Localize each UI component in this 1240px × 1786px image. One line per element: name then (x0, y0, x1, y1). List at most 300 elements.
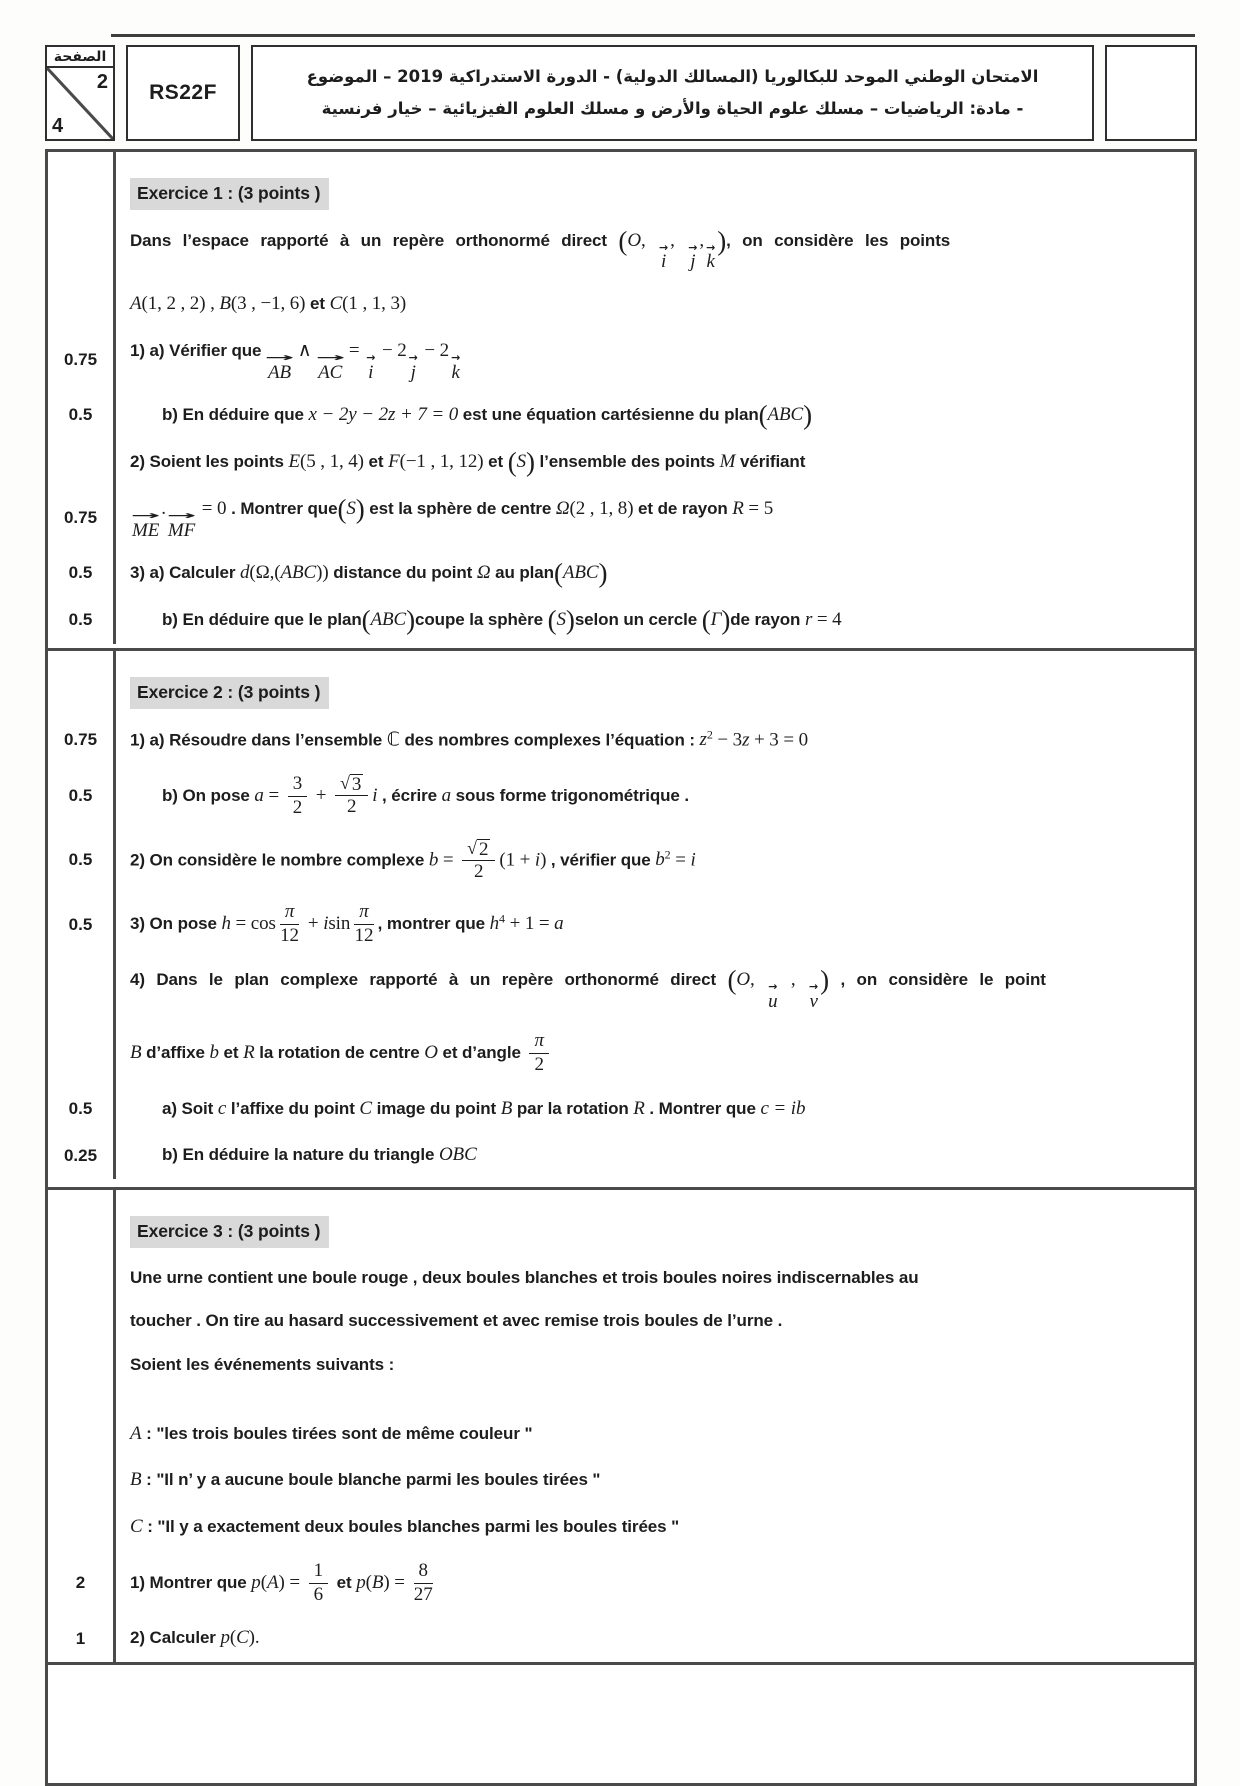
label-text: la rotation de centre (254, 1042, 425, 1062)
vector-base: MF (167, 519, 196, 541)
math-italic: C (359, 1097, 372, 1119)
denominator (314, 1584, 323, 1606)
exercise-line-row (48, 328, 1194, 392)
math-italic: S (516, 450, 526, 472)
exercise-section-3 (48, 1190, 1194, 1665)
points-mark (48, 764, 116, 829)
label-text: Soient les événements suivants : (130, 1355, 395, 1375)
math-upright: 2 (292, 796, 303, 818)
vector-base: k (706, 251, 715, 273)
exercise-line-row (48, 1343, 1194, 1387)
power-exponent: 2 (706, 727, 713, 742)
line-content (116, 1343, 1194, 1387)
line-content (116, 550, 1194, 597)
vector-arrow-icon: → (264, 350, 295, 364)
math-upright: (1 + (499, 848, 535, 870)
big-paren: ( (727, 965, 737, 996)
exercise-line-row (48, 1504, 1194, 1551)
line-content (116, 1387, 1194, 1458)
math-upright: ) (540, 848, 547, 870)
math-upright: , (779, 969, 808, 991)
points-mark (48, 1504, 116, 1551)
vector-notation (315, 350, 345, 383)
label-text: sous forme trigonométrique . (451, 785, 690, 805)
label-text: l’ensemble des points (534, 451, 720, 471)
math-upright: 2 (346, 796, 357, 818)
math-italic: c = ib (760, 1097, 806, 1119)
points-mark (48, 1387, 116, 1458)
math-upright: 1 (313, 1559, 324, 1581)
math-upright: + 1 = (504, 913, 555, 935)
big-paren: ) (803, 399, 813, 430)
math-upright: = (263, 784, 284, 806)
big-paren: ( (701, 604, 711, 635)
math-italic: B (130, 1469, 142, 1491)
exam-code: RS22F (149, 81, 217, 104)
math-upright: + (311, 784, 332, 806)
radicand: 2 (478, 838, 489, 860)
fraction (354, 902, 373, 947)
label-text: et de rayon (633, 498, 733, 518)
label-text: . Montrer que (644, 1098, 761, 1118)
math-italic: Ω (555, 497, 570, 519)
math-italic: A (266, 1571, 279, 1593)
numerator (335, 774, 368, 796)
points-mark (48, 892, 116, 957)
math-upright: 6 (313, 1583, 324, 1605)
math-italic: b (209, 1041, 219, 1063)
line-content (116, 892, 1194, 957)
math-italic: π (284, 901, 295, 923)
big-paren: ( (337, 493, 347, 524)
label-text: et (218, 1042, 244, 1062)
vector-base: j (690, 251, 696, 273)
vector-arrow-icon: → (366, 350, 376, 364)
label-text: , vérifier que (546, 849, 656, 869)
big-paren: ( (758, 399, 768, 430)
math-upright: ( (229, 1627, 237, 1649)
exercise-line-row (48, 1256, 1194, 1300)
label-text: , on considère le point (829, 970, 1046, 990)
big-paren: ) (526, 446, 535, 477)
big-paren: ( (361, 604, 371, 635)
math-upright: = 4 (812, 608, 842, 630)
denominator (280, 925, 299, 947)
exercise-line-row (48, 1615, 1194, 1662)
points-value: 0.25 (63, 1145, 98, 1165)
label-text: , on considère les points (726, 230, 951, 250)
math-italic: a (441, 784, 452, 806)
line-content (116, 1457, 1194, 1504)
math-upright: (−1 , 1, 12) (399, 450, 484, 472)
exercise-line-row (48, 1132, 1194, 1179)
exam-header (45, 45, 1197, 141)
vector-notation (408, 350, 418, 383)
label-text: b) En déduire que le plan (162, 609, 362, 629)
math-upright: + (303, 913, 324, 935)
vector-notation (768, 982, 777, 1011)
label-text: et (483, 451, 508, 471)
math-italic: B (500, 1097, 513, 1119)
math-italic: C (329, 293, 343, 315)
math-italic: c (217, 1097, 227, 1119)
math-italic: ABC (767, 403, 804, 425)
label-text: coupe la sphère (415, 609, 548, 629)
exercise-line-row (48, 829, 1194, 893)
label-text: . Montrer que (226, 498, 338, 518)
math-upright: ∧ (293, 339, 317, 361)
big-paren: ( (507, 446, 517, 477)
math-italic: A (130, 1422, 142, 1444)
math-upright: − 3 (712, 729, 743, 751)
math-italic: r (804, 608, 813, 630)
math-italic: i (372, 784, 378, 806)
line-content (116, 439, 1194, 486)
power-expression (699, 727, 713, 751)
label-text: Une urne contient une boule rouge , deux boules blanches et trois boules noires indiscernables au (130, 1267, 919, 1287)
square-root (467, 839, 490, 859)
line-content (116, 764, 1194, 829)
label-text: et (363, 451, 389, 471)
exercises-container (48, 152, 1194, 1665)
label-text: b) On pose (162, 785, 255, 805)
big-paren: ) (717, 225, 727, 256)
exercise-title-row (48, 651, 1194, 717)
math-italic: A (130, 293, 142, 315)
exercise-section-2 (48, 651, 1194, 1190)
math-upright: 3 (292, 772, 303, 794)
exercise-title: Exercice 3 : (3 points ) (130, 1216, 329, 1248)
math-italic: d (240, 561, 250, 583)
radical-icon: √ (340, 773, 350, 794)
label-text: 2) Soient les points (130, 451, 289, 471)
points-mark (48, 218, 116, 282)
label-text: : "Il y a exactement deux boules blanches parmi les boules tirées " (142, 1517, 680, 1537)
denominator (355, 925, 374, 947)
math-italic: h (221, 913, 231, 935)
label-text: b) En déduire la nature du triangle (162, 1145, 439, 1165)
points-value: 0.5 (68, 1099, 93, 1119)
math-italic: i (534, 848, 541, 870)
points-value: 0.75 (63, 730, 98, 750)
points-mark (48, 1299, 116, 1343)
exercise-line-row (48, 486, 1194, 550)
label-text: Dans l’espace rapporté à un repère orthonormé direct (130, 230, 619, 250)
vector-notation (166, 508, 197, 541)
big-paren: ) (721, 604, 731, 635)
math-italic: S (556, 608, 566, 630)
math-italic: S (346, 497, 356, 519)
points-value: 0.75 (63, 349, 98, 369)
vector-base: i (661, 251, 667, 273)
math-upright: ). (248, 1627, 260, 1649)
points-mark (48, 328, 116, 392)
math-italic: O (627, 229, 641, 251)
line-content (116, 486, 1194, 550)
power-base: b (655, 848, 665, 870)
math-upright: (5 , 1, 4) (300, 450, 364, 472)
power-exponent: 4 (499, 911, 505, 926)
vector-arrow-icon: → (706, 240, 716, 254)
label-text: : "les trois boules tirées sont de même couleur " (141, 1423, 533, 1443)
math-italic: i (323, 913, 329, 935)
line-content (116, 392, 1194, 439)
exercise-line-row (48, 1387, 1194, 1458)
math-italic: ABC (280, 561, 317, 583)
line-content (116, 1615, 1194, 1662)
math-upright: , (670, 229, 687, 251)
points-mark (48, 1132, 116, 1179)
points-value: 0.5 (68, 850, 93, 870)
line-content (116, 152, 1194, 218)
power-expression (489, 911, 505, 935)
square-root (340, 774, 363, 794)
radical-icon: √ (467, 837, 477, 858)
label-text: au plan (490, 562, 554, 582)
math-italic: π (359, 901, 369, 923)
power-base: h (489, 913, 500, 935)
math-italic: z (742, 729, 750, 751)
vector-arrow-icon: → (768, 980, 778, 994)
vector-notation (366, 350, 376, 383)
exercise-title: Exercice 2 : (3 points ) (130, 677, 329, 709)
vector-notation (809, 982, 818, 1011)
line-content (116, 1132, 1194, 1179)
label-text: 3) On pose (130, 914, 222, 934)
math-italic: OBC (438, 1144, 477, 1166)
points-mark (48, 829, 116, 893)
label-text: a) Soit (162, 1098, 218, 1118)
label-text: d’affixe (141, 1042, 210, 1062)
exam-content-frame (45, 149, 1197, 1786)
exercise-title: Exercice 1 : (3 points ) (130, 178, 329, 210)
denominator (534, 1054, 543, 1076)
math-upright: , (749, 969, 767, 991)
denominator (347, 796, 356, 818)
vector-arrow-icon: → (451, 350, 461, 364)
page-label: الصفحة (47, 47, 113, 68)
power-expression (655, 847, 671, 870)
vector-base: AC (318, 361, 343, 383)
line-content (116, 1504, 1194, 1551)
big-paren: ) (820, 965, 830, 996)
math-upright: ( (260, 1571, 267, 1593)
math-upright: ℂ (386, 729, 400, 751)
points-mark (48, 439, 116, 486)
points-value: 0.5 (68, 786, 93, 806)
math-upright: 27 (413, 1583, 433, 1605)
exercise-line-row (48, 892, 1194, 957)
line-content (116, 1086, 1194, 1133)
big-paren: ) (406, 604, 416, 635)
math-italic: B (371, 1571, 384, 1593)
math-upright: 8 (418, 1559, 428, 1581)
exercise-section-1 (48, 152, 1194, 651)
math-upright: , (205, 293, 220, 315)
total-pages-number: 4 (52, 115, 64, 137)
math-upright: 12 (354, 925, 374, 947)
points-value: 1 (75, 1628, 86, 1648)
points-value: 0.5 (68, 563, 93, 583)
points-mark (48, 486, 116, 550)
math-upright: 2 (534, 1053, 544, 1075)
points-value: 2 (75, 1573, 86, 1593)
page-fraction-area (47, 68, 113, 139)
label-text: 2) On considère le nombre complexe (130, 849, 429, 869)
points-mark (48, 717, 116, 764)
big-paren: ) (598, 557, 608, 588)
label-text: distance du point (328, 562, 477, 582)
numerator (414, 1561, 433, 1584)
math-italic: p (251, 1571, 261, 1593)
exercise-line-row (48, 439, 1194, 486)
radicand: 3 (351, 774, 362, 796)
vector-arrow-icon: → (659, 240, 669, 254)
math-italic: F (388, 450, 400, 472)
exercise-line-row (48, 392, 1194, 439)
power-base: z (699, 729, 707, 751)
line-content (116, 597, 1194, 644)
points-mark (48, 1615, 116, 1662)
numerator (280, 902, 299, 925)
math-italic: ABC (562, 561, 599, 583)
math-italic: p (220, 1627, 230, 1649)
math-upright: = 5 (743, 497, 774, 519)
math-upright: (Ω,( (249, 561, 281, 583)
label-text: et d’angle (437, 1042, 526, 1062)
math-upright: (1, 2 , 2) (141, 293, 206, 315)
exercise-line-row (48, 717, 1194, 764)
math-italic: C (236, 1627, 249, 1649)
math-upright: . (161, 497, 166, 519)
points-mark (48, 281, 116, 328)
numerator (529, 1031, 548, 1054)
vector-notation (688, 240, 698, 273)
exam-subject-arabic: - مادة: الرياضيات – مسلك علوم الحياة والأرض و مسلك العلوم الفيزيائية – خيار فرنسية (321, 99, 1024, 118)
points-mark (48, 550, 116, 597)
vector-base: i (368, 361, 374, 383)
math-upright: 2 (474, 860, 484, 882)
math-italic: C (130, 1516, 143, 1538)
line-content (116, 328, 1194, 392)
math-upright: = (438, 848, 459, 870)
vector-notation (131, 508, 161, 541)
big-paren: ) (355, 493, 365, 524)
label-text: toucher . On tire au hasard successivement et avec remise trois boules de l’urne . (130, 1311, 783, 1331)
fraction (309, 1561, 328, 1606)
points-mark (48, 1457, 116, 1504)
label-text: par la rotation (512, 1098, 634, 1118)
math-italic: O (736, 969, 750, 991)
exercise-line-row (48, 1551, 1194, 1616)
points-value: 0.5 (68, 405, 93, 425)
vector-arrow-icon: → (688, 240, 698, 254)
big-paren: ( (553, 557, 563, 588)
math-upright: = 0 (197, 497, 227, 519)
denominator (474, 861, 483, 883)
vector-notation (659, 240, 669, 273)
label-text: et (305, 294, 330, 314)
label-text: de rayon (730, 609, 805, 629)
label-text: , écrire (377, 785, 442, 805)
exercise-line-row (48, 764, 1194, 829)
math-upright: − 2 (377, 339, 407, 361)
vector-arrow-icon: → (166, 508, 197, 522)
exam-code-box (126, 45, 240, 141)
label-text: est la sphère de centre (364, 498, 556, 518)
stamp-box (1105, 45, 1197, 141)
math-upright: , (640, 229, 658, 251)
math-italic: B (130, 1041, 142, 1063)
line-content (116, 1299, 1194, 1343)
fraction (529, 1031, 548, 1076)
math-italic: p (356, 1571, 366, 1593)
line-content (116, 829, 1194, 893)
points-mark (48, 1086, 116, 1133)
vector-notation (264, 350, 295, 383)
line-content (116, 957, 1194, 1021)
math-italic: b (428, 848, 439, 870)
math-upright: sin (328, 913, 351, 935)
math-upright: (2 , 1, 8) (569, 497, 634, 519)
vector-arrow-icon: → (131, 508, 161, 522)
line-content (116, 717, 1194, 764)
label-text: 1) a) Vérifier que (130, 340, 267, 360)
math-italic: M (719, 450, 736, 472)
label-text: et (332, 1572, 357, 1592)
line-content (116, 281, 1194, 328)
numerator (309, 1561, 328, 1584)
math-upright: (3 , −1, 6) (230, 293, 306, 315)
header-top-rule (111, 34, 1195, 37)
points-mark (48, 1551, 116, 1616)
math-italic: R (243, 1041, 255, 1063)
points-mark (48, 651, 116, 717)
exercise-line-row (48, 1457, 1194, 1504)
math-upright: = (670, 848, 691, 870)
label-text: 1) a) Résoudre dans l’ensemble (130, 730, 387, 750)
label-text: 1) Montrer que (130, 1572, 252, 1592)
math-italic: R (732, 497, 744, 519)
exercise-line-row (48, 1021, 1194, 1086)
math-italic: a (554, 913, 564, 935)
vector-arrow-icon: → (408, 350, 418, 364)
fraction (280, 902, 299, 947)
math-upright: + 3 = 0 (749, 729, 809, 751)
fraction (462, 839, 495, 883)
points-value: 0.75 (63, 507, 98, 527)
math-upright: − 2 (419, 339, 450, 361)
big-paren: ) (565, 604, 575, 635)
exercise-line-row (48, 597, 1194, 644)
vector-base: j (410, 361, 416, 383)
exercise-line-row (48, 957, 1194, 1021)
page-number-box (45, 45, 115, 141)
vector-base: v (809, 991, 818, 1013)
line-content (116, 651, 1194, 717)
label-text: l’affixe du point (226, 1098, 360, 1118)
math-upright: = cos (230, 913, 276, 935)
current-page-number: 2 (96, 71, 108, 93)
vector-arrow-icon: → (809, 980, 819, 994)
points-mark (48, 1190, 116, 1256)
math-italic: Ω (476, 561, 491, 583)
label-text: , montrer que (377, 914, 490, 934)
exercise-line-row (48, 1086, 1194, 1133)
math-upright: (1 , 1, 3) (342, 293, 407, 315)
vector-arrow-icon: → (315, 350, 345, 364)
math-italic: x − 2y − 2z + 7 = 0 (308, 403, 459, 425)
